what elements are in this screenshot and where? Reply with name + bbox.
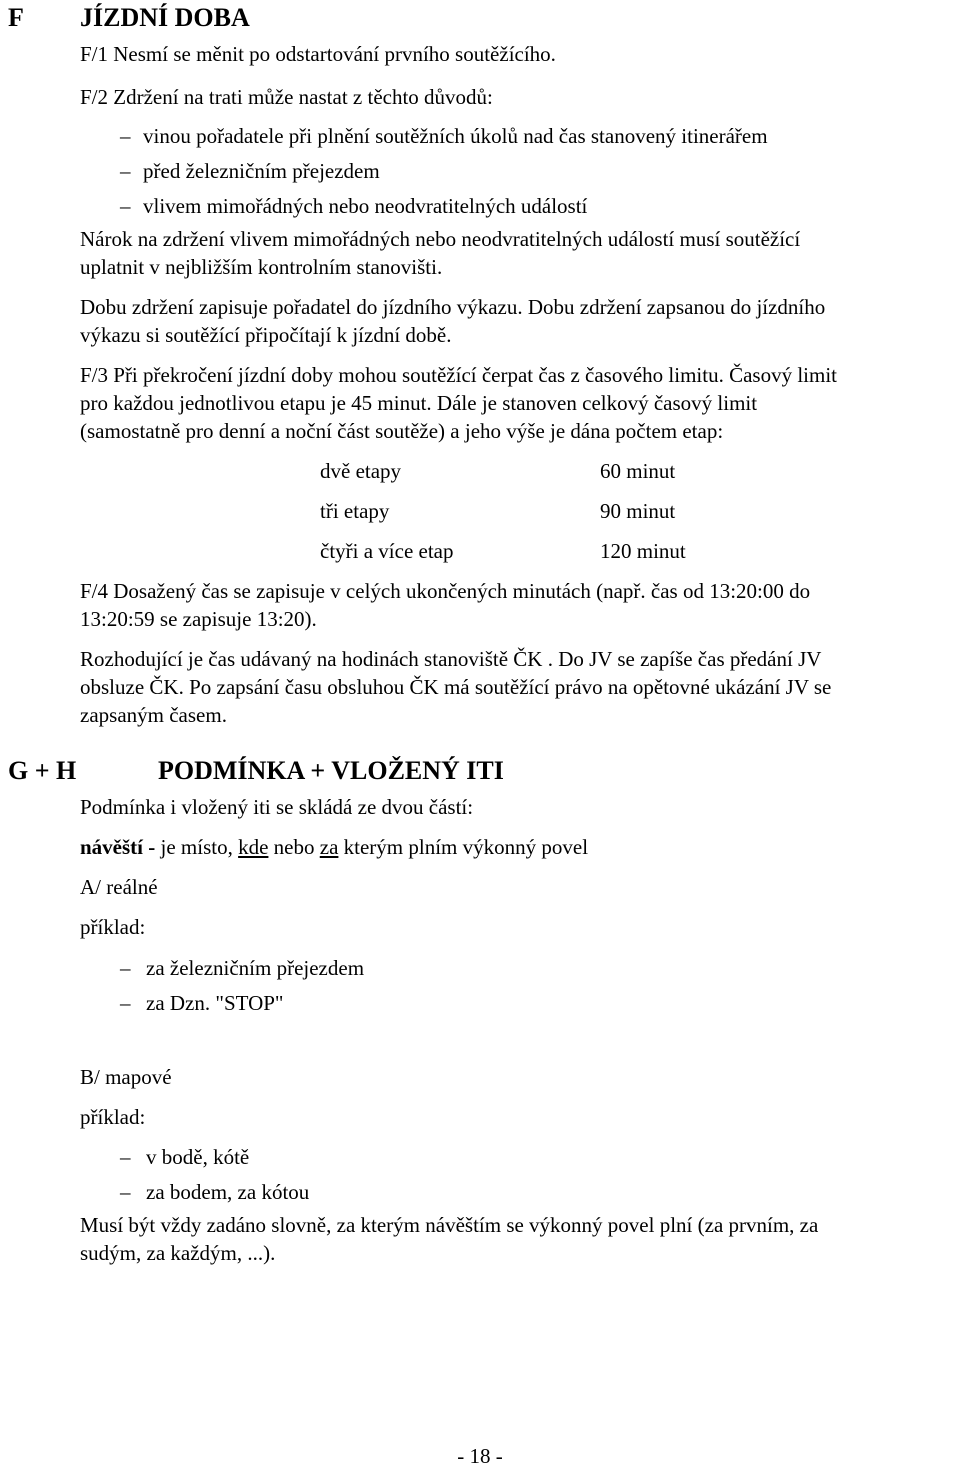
- paragraph-f2-intro: F/2 Zdržení na trati může nastat z těchto důvodů:: [80, 85, 493, 109]
- list-item: před železničním přejezdem: [143, 159, 380, 183]
- list-bullet: –: [120, 991, 131, 1015]
- limit-stages: tři etapy: [320, 499, 390, 523]
- paragraph-f4-line1: F/4 Dosažený čas se zapisuje v celých ukončených minutách (např. čas od 13:20:00 do: [80, 579, 811, 603]
- list-item: vinou pořadatele při plnění soutěžních úkolů nad čas stanovený itinerářem: [143, 124, 768, 148]
- limit-time: 90 minut: [600, 499, 676, 523]
- definition-za: za: [319, 835, 339, 859]
- paragraph-claim-line2: uplatnit v nejbližším kontrolním stanovišti.: [80, 255, 443, 279]
- limit-time: 60 minut: [600, 459, 676, 483]
- paragraph-decisive-line1: Rozhodující je čas udávaný na hodinách stanoviště ČK . Do JV se zapíše čas předání JV: [80, 647, 822, 671]
- paragraph-closing-line1: Musí být vždy zadáno slovně, za kterým návěštím se výkonný povel plní (za prvním, za: [80, 1213, 819, 1237]
- limit-stages: čtyři a více etap: [320, 539, 454, 563]
- paragraph-gh-intro: Podmínka i vložený iti se skládá ze dvou částí:: [80, 795, 474, 819]
- paragraph-claim-line1: Nárok na zdržení vlivem mimořádných nebo neodvratitelných událostí musí soutěžící: [80, 227, 801, 251]
- list-item: za železničním přejezdem: [146, 956, 365, 980]
- label-example-b: příklad:: [80, 1105, 146, 1129]
- section-letter-f: F: [8, 3, 24, 32]
- section-letter-gh: G + H: [8, 756, 77, 785]
- paragraph-record-line2: výkazu si soutěžící připočítají k jízdní době.: [80, 323, 452, 347]
- paragraph-f3-line3: (samostatně pro denní a noční část soutěže) a jeho výše je dána počtem etap:: [80, 419, 724, 443]
- paragraph-record-line1: Dobu zdržení zapisuje pořadatel do jízdního výkazu. Dobu zdržení zapsanou do jízdního: [80, 295, 826, 319]
- definition-part: kterým plním výkonný povel: [338, 835, 589, 859]
- definition-line: [80, 833, 588, 861]
- section-title-gh: PODMÍNKA + VLOŽENÝ ITI: [158, 756, 504, 785]
- paragraph-f3-line1: F/3 Při překročení jízdní doby mohou soutěžící čerpat čas z časového limitu. Časový limit: [80, 363, 838, 387]
- label-b-map: B/ mapové: [80, 1065, 172, 1089]
- list-item: za bodem, za kótou: [146, 1180, 310, 1204]
- label-example-a: příklad:: [80, 915, 146, 939]
- list-item: za Dzn. "STOP": [146, 991, 284, 1015]
- label-a-real: A/ reálné: [80, 875, 158, 899]
- paragraph-closing-line2: sudým, za každým, ...).: [80, 1241, 276, 1265]
- section-title-f: JÍZDNÍ DOBA: [80, 3, 250, 32]
- page-number: - 18 -: [457, 1444, 503, 1468]
- definition-part: nebo: [268, 835, 320, 859]
- list-bullet: –: [120, 159, 131, 183]
- definition-kde: kde: [238, 835, 269, 859]
- paragraph-decisive-line2: obsluze ČK. Po zapsání času obsluhou ČK má soutěžící právo na opětovné ukázání JV se: [80, 675, 832, 699]
- paragraph-decisive-line3: zapsaným časem.: [80, 703, 227, 727]
- list-bullet: –: [120, 1180, 131, 1204]
- paragraph-f1: F/1 Nesmí se měnit po odstartování prvního soutěžícího.: [80, 42, 556, 66]
- paragraph-f3-line2: pro každou jednotlivou etapu je 45 minut. Dále je stanoven celkový časový limit: [80, 391, 758, 415]
- list-item: v bodě, kótě: [146, 1145, 250, 1169]
- list-bullet: –: [120, 1145, 131, 1169]
- paragraph-f4-line2: 13:20:59 se zapisuje 13:20).: [80, 607, 317, 631]
- list-bullet: –: [120, 956, 131, 980]
- list-item: vlivem mimořádných nebo neodvratitelných událostí: [143, 194, 588, 218]
- limit-stages: dvě etapy: [320, 459, 402, 483]
- limit-time: 120 minut: [600, 539, 686, 563]
- term-navesti: návěští -: [80, 835, 156, 859]
- definition-part: je místo,: [155, 835, 239, 859]
- list-bullet: –: [120, 124, 131, 148]
- list-bullet: –: [120, 194, 131, 218]
